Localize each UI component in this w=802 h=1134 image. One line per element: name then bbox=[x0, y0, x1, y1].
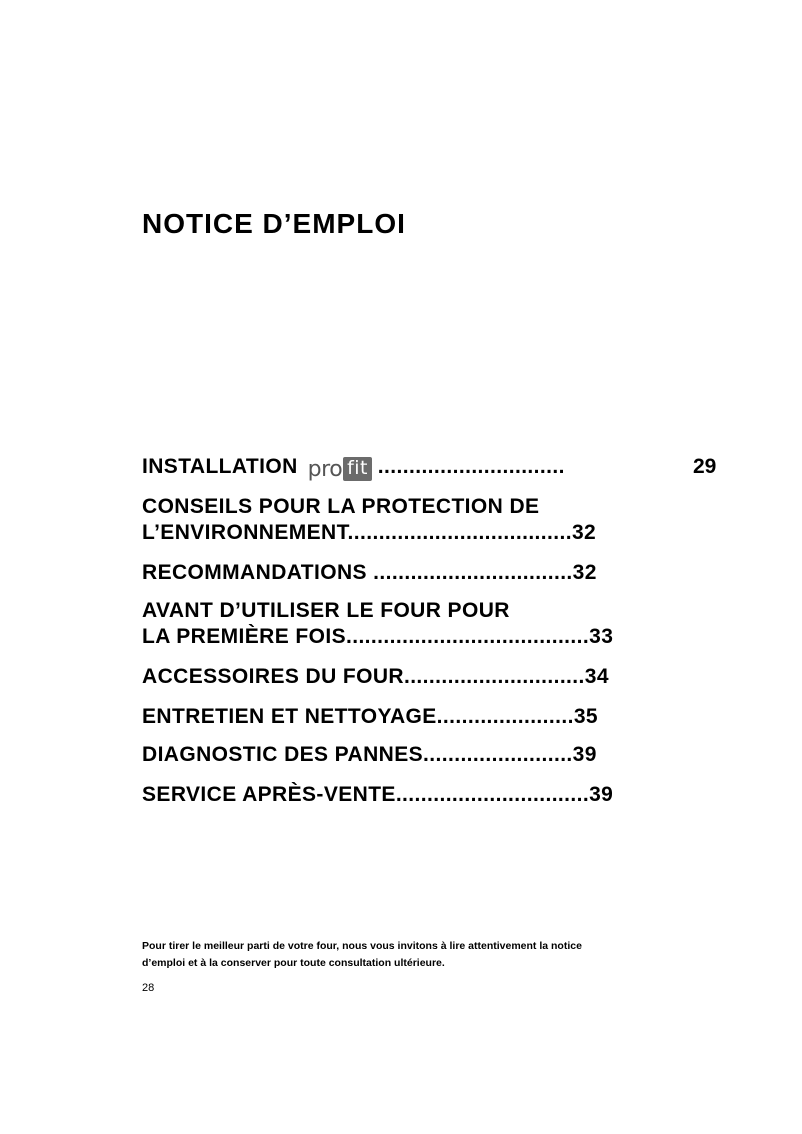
page-number: 28 bbox=[142, 982, 155, 994]
profit-logo-fit: fit bbox=[343, 457, 372, 481]
toc-entry-conseils-line2: L’ENVIRONNEMENT....................................32 bbox=[142, 521, 597, 544]
toc-installation-label: INSTALLATION bbox=[142, 455, 298, 478]
page-title: NOTICE D’EMPLOI bbox=[142, 208, 406, 239]
profit-logo bbox=[308, 457, 372, 481]
toc-entry-accessoires: ACCESSOIRES DU FOUR.............................34 bbox=[142, 665, 609, 688]
intro-note-line1: Pour tirer le meilleur parti de votre four, nous vous invitons à lire attentivement la notice bbox=[142, 940, 582, 952]
toc-installation-dots: .............................. bbox=[377, 455, 565, 478]
toc-entry-entretien: ENTRETIEN ET NETTOYAGE......................35 bbox=[142, 705, 598, 728]
toc-entry-recommandations: RECOMMANDATIONS ................................32 bbox=[142, 561, 597, 584]
toc-entry-diagnostic: DIAGNOSTIC DES PANNES........................39 bbox=[142, 743, 597, 766]
toc-installation-page: 29 bbox=[693, 455, 717, 478]
intro-note-line2: d’emploi et à la conserver pour toute consultation ultérieure. bbox=[142, 957, 445, 969]
intro-note bbox=[142, 938, 662, 972]
toc-entry-conseils-line1: CONSEILS POUR LA PROTECTION DE bbox=[142, 495, 540, 518]
toc-entry-installation bbox=[142, 454, 565, 481]
profit-logo-pro: pro bbox=[307, 457, 343, 482]
toc-entry-avant-line1: AVANT D’UTILISER LE FOUR POUR bbox=[142, 599, 510, 622]
toc-entry-service: SERVICE APRÈS-VENTE...............................39 bbox=[142, 783, 614, 806]
toc-entry-avant-line2: LA PREMIÈRE FOIS.......................................33 bbox=[142, 625, 614, 648]
